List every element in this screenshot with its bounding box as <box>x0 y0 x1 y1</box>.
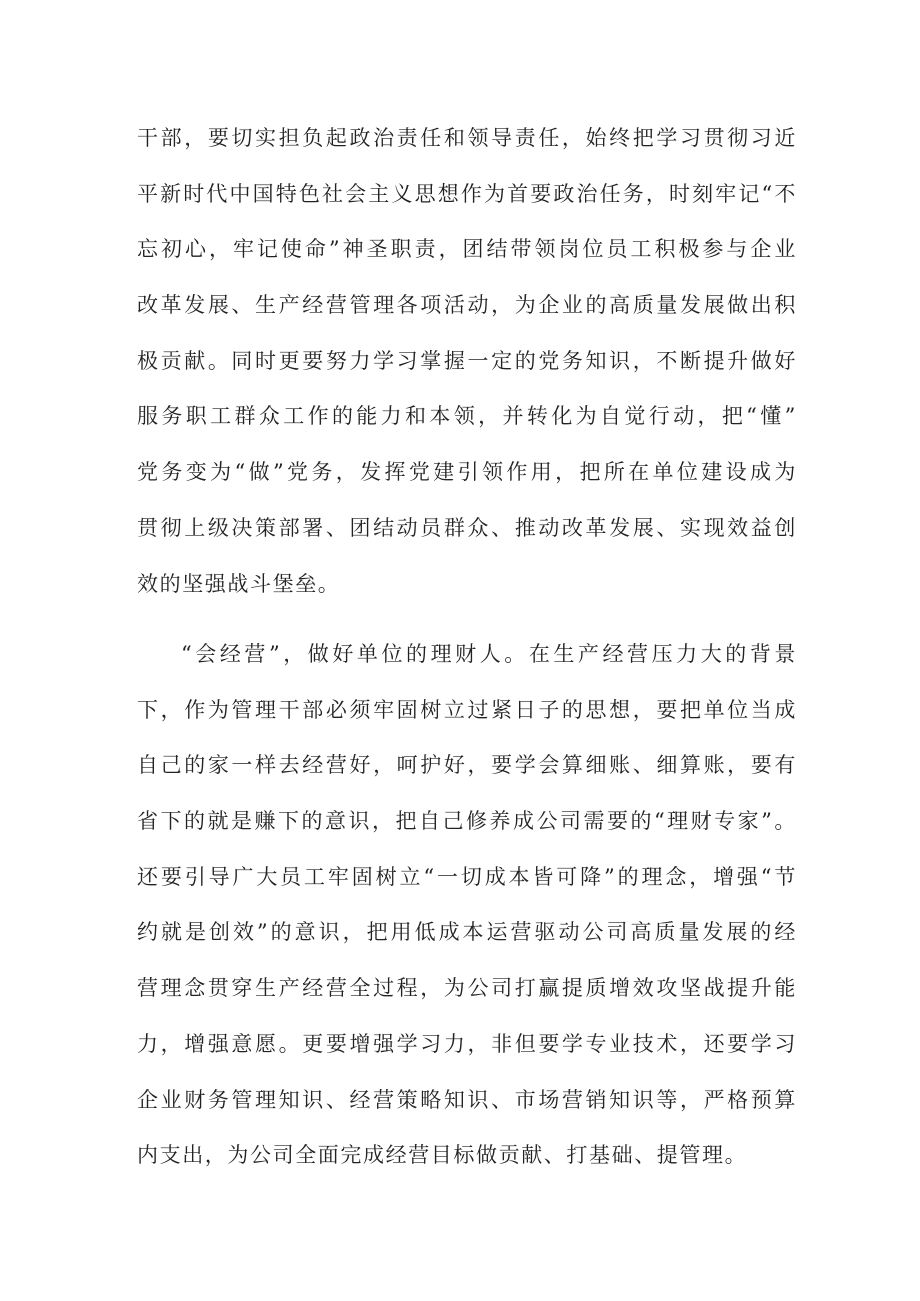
paragraph-line: 效的坚强战斗堡垒。 <box>137 571 341 596</box>
paragraph-line: 自己的家一样去经营好，呵护好，要学会算细账、细算账，要有 <box>137 753 797 778</box>
paragraph-line: 平新时代中国特色社会主义思想作为首要政治任务，时刻牢记“不 <box>137 181 797 206</box>
paragraph-line: 力，增强意愿。更要增强学习力，非但要学专业技术，还要学习 <box>137 1031 797 1056</box>
paragraph-line: 干部，要切实担负起政治责任和领导责任，始终把学习贯彻习近 <box>137 126 797 150</box>
paragraph-line: 企业财务管理知识、经营策略知识、市场营销知识等，严格预算 <box>137 1087 797 1112</box>
paragraph-line: 极贡献。同时更要努力学习掌握一定的党务知识，不断提升做好 <box>137 348 797 373</box>
paragraph-line: 内支出，为公司全面完成经营目标做贡献、打基础、提管理。 <box>137 1143 748 1168</box>
paragraph-line: 还要引导广大员工牢固树立“一切成本皆可降”的理念，增强“节 <box>137 864 797 889</box>
paragraph-line: 党务变为“做”党务，发挥党建引领作用，把所在单位建设成为 <box>137 460 797 485</box>
paragraph-party-work <box>137 111 797 612</box>
paragraph-line: 营理念贯穿生产经营全过程，为公司打赢提质增效攻坚战提升能 <box>137 976 797 1001</box>
paragraph-line: 改革发展、生产经营管理各项活动，为企业的高质量发展做出积 <box>137 293 797 318</box>
paragraph-line: 服务职工群众工作的能力和本领，并转化为自觉行动，把“懂” <box>137 404 797 429</box>
paragraph-line: “会经营”，做好单位的理财人。在生产经营压力大的背景 <box>181 642 797 666</box>
paragraph-line: 下，作为管理干部必须牢固树立过紧日子的思想，要把单位当成 <box>137 697 797 722</box>
paragraph-line: 约就是创效”的意识，把用低成本运营驱动公司高质量发展的经 <box>137 920 797 945</box>
paragraph-business-management <box>137 627 797 1184</box>
paragraph-line: 贯彻上级决策部署、团结动员群众、推动改革发展、实现效益创 <box>137 515 797 540</box>
paragraph-line: 忘初心，牢记使命”神圣职责，团结带领岗位员工积极参与企业 <box>137 237 797 262</box>
paragraph-line: 省下的就是赚下的意识，把自己修养成公司需要的“理财专家”。 <box>137 809 797 834</box>
